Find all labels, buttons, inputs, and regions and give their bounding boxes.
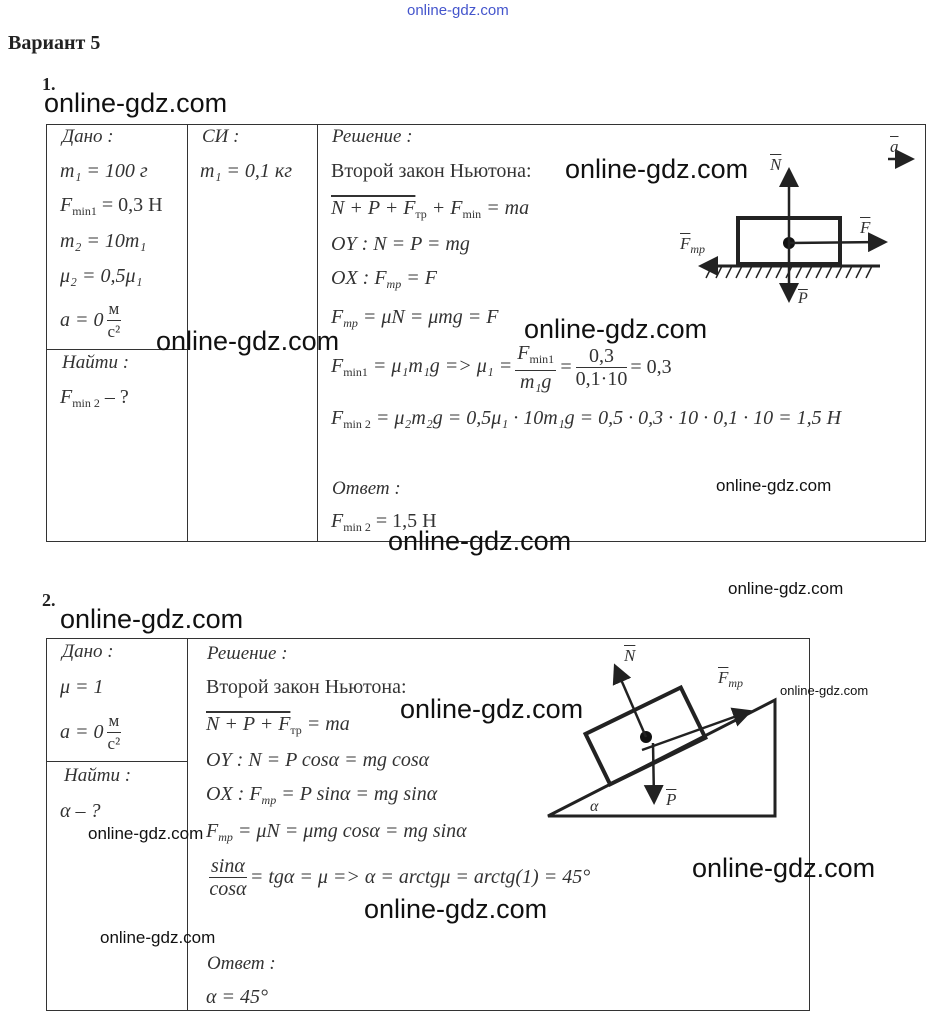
- applied-force-arrow: [789, 242, 883, 243]
- solution-line-newton: Второй закон Ньютона:: [206, 676, 407, 698]
- solution-line-vector: $N + P + F_{тр} + F_{min}$ = ma: [331, 197, 530, 221]
- label-alpha: α: [590, 798, 599, 815]
- solution-line-fmin2: $F_{min 2} = \mu_2m_2g = 0,5\mu_1 \cdot 10m_1g = 0,5 \cdot 0,3 \cdot 10 \cdot 0,1 \cdot 10 = 1,5$ Н: [331, 407, 842, 431]
- watermark-text: online-gdz.com: [88, 824, 204, 843]
- label-N: $\overline{N}$: [770, 155, 782, 174]
- label-N: $\overline{N}$: [624, 646, 636, 665]
- reshenie-label: Решение :: [332, 126, 413, 147]
- si-label: СИ :: [202, 126, 240, 147]
- otvet-label: Ответ :: [207, 953, 276, 974]
- top-watermark: online-gdz.com: [407, 2, 509, 19]
- given-m2: m₂ = 10m₁: [60, 230, 147, 252]
- watermark-text: online-gdz.com: [780, 683, 869, 698]
- solution-line-friction: $F_{тр} = \mu N = \mu mg = F$: [331, 306, 499, 330]
- najti-label: Найти :: [64, 765, 132, 786]
- reshenie-label: Решение :: [207, 643, 288, 664]
- watermark-text: online-gdz.com: [728, 579, 844, 598]
- watermark-text: online-gdz.com: [388, 526, 572, 556]
- answer-1: $F_{min 2} = 1,5$ Н: [331, 510, 437, 534]
- si-m1: m₁ = 0,1 кг: [200, 160, 293, 182]
- solution-line-friction: $F_{тр} = \mu N = \mu mg$ cosα = mg sinα: [206, 820, 467, 844]
- find-alpha: α – ?: [60, 800, 101, 822]
- watermark-text: online-gdz.com: [100, 928, 216, 947]
- label-P: $\overline{P}$: [666, 790, 677, 809]
- given-mu2: μ₂ = 0,5μ₁: [60, 265, 143, 287]
- label-Ftr: $\overline{F}_{тр}$: [718, 668, 744, 690]
- solution-line-mu1: $F_{min1} = \mu_1m_1g => \mu_1$ = $\frac{F_{min1}}{\text{m₁g}}$ = $\frac{0,3}{0,1\cdot 10}$ = 0,3: [331, 342, 672, 393]
- answer-2: α = 45°: [206, 986, 268, 1008]
- dano-label: Дано :: [62, 641, 114, 662]
- watermark-text: online-gdz.com: [364, 894, 548, 924]
- solution-line-oy: OY : N = P = mg: [331, 233, 470, 255]
- najti-label: Найти :: [62, 352, 130, 373]
- gravity-arrow: [653, 743, 654, 800]
- watermark-text: online-gdz.com: [524, 314, 708, 344]
- solution-line-tg: $\frac{\sin\alpha}{\cos\alpha}$ = tgα = μ => α = arctgμ = arctg(1) = 45°: [209, 855, 591, 900]
- label-F: $\overline{F}$: [860, 218, 871, 237]
- solution-line-oy: OY : N = P cosα = mg cosα: [206, 749, 430, 771]
- solution-line-ox: OX : $F_{тр} = P$ sinα = mg sinα: [206, 783, 438, 807]
- given-a: a = 0 $\frac{м}{\text{с²}}$: [60, 711, 121, 753]
- given-m1: m₁ = 100 г: [60, 160, 148, 182]
- watermark-text: online-gdz.com: [692, 853, 876, 883]
- solution-line-newton: Второй закон Ньютона:: [331, 160, 532, 182]
- find-fmin2: $F_{min 2}$ – ?: [60, 386, 129, 410]
- watermark-text: online-gdz.com: [400, 694, 584, 724]
- dano-label: Дано :: [62, 126, 114, 147]
- solution-line-vector: $N + P + F_{тр}$ = ma: [206, 713, 350, 737]
- otvet-label: Ответ :: [332, 478, 401, 499]
- label-a: $\overline{a}$: [890, 137, 899, 156]
- label-P: $\overline{P}$: [798, 290, 808, 307]
- watermark-text: online-gdz.com: [156, 326, 340, 356]
- label-Ftr: $\overline{F}_{тр}$: [680, 234, 706, 256]
- watermark-text: online-gdz.com: [565, 154, 749, 184]
- given-a: a = 0 $\frac{м}{\text{с²}}$: [60, 299, 121, 341]
- given-fmin1: $F_{min1} = 0,3$ Н: [60, 194, 163, 218]
- normal-force-arrow: [616, 668, 646, 737]
- watermark-text: online-gdz.com: [60, 604, 244, 634]
- watermark-text: online-gdz.com: [716, 476, 832, 495]
- problem-2-number: 2.: [42, 590, 56, 610]
- given-mu: μ = 1: [60, 676, 104, 698]
- page-title: Вариант 5: [8, 32, 101, 54]
- watermark-text: online-gdz.com: [44, 88, 228, 118]
- problem-1-number: 1.: [42, 74, 56, 94]
- solution-line-ox: OX : $F_{тр} = F$: [331, 267, 437, 291]
